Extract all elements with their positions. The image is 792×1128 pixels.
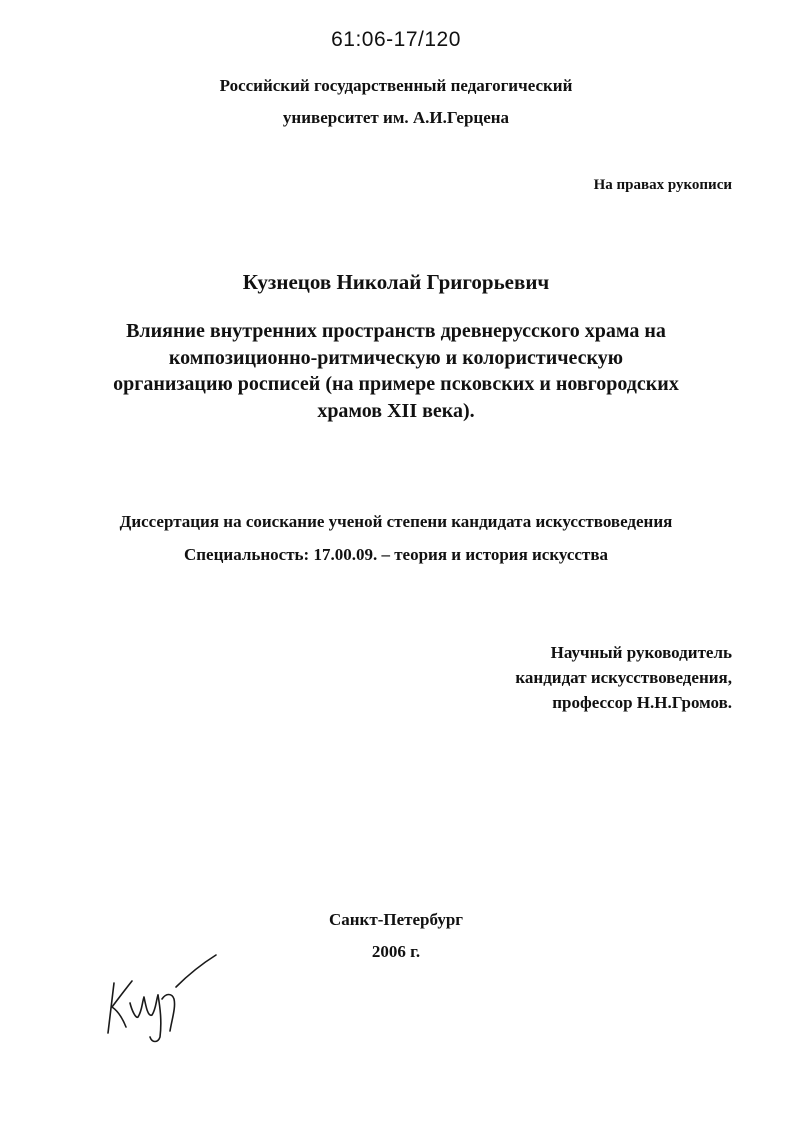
university-name-line-2: университет им. А.И.Герцена bbox=[282, 108, 510, 127]
specialty-statement: Специальность: 17.00.09. – теория и история искусства bbox=[183, 545, 609, 564]
supervisor-degree: кандидат искусствоведения, bbox=[515, 668, 732, 687]
manuscript-rights-label: На правах рукописи bbox=[593, 177, 732, 193]
thesis-title bbox=[80, 318, 712, 424]
handwritten-signature-icon bbox=[92, 945, 232, 1045]
supervisor-role: Научный руководитель bbox=[550, 643, 732, 662]
supervisor-name: профессор Н.Н.Громов. bbox=[552, 693, 732, 712]
thesis-title-line: организацию росписей (на примере псковских и новгородских bbox=[113, 373, 679, 395]
supervisor-block bbox=[515, 640, 732, 715]
university-name-line-1: Российский государственный педагогический bbox=[219, 76, 573, 95]
city-name: Санкт-Петербург bbox=[328, 910, 464, 929]
catalog-number: 61:06-17/120 bbox=[331, 28, 461, 51]
thesis-title-line: храмов XII века). bbox=[317, 399, 475, 422]
author-name: Кузнецов Николай Григорьевич bbox=[242, 270, 550, 294]
thesis-title-line: Влияние внутренних пространств древнерусского храма на bbox=[126, 320, 666, 342]
thesis-title-line: композиционно-ритмическую и колористическую bbox=[168, 346, 624, 369]
year: 2006 г. bbox=[371, 942, 421, 961]
degree-statement: Диссертация на соискание ученой степени кандидата искусствоведения bbox=[119, 512, 673, 531]
